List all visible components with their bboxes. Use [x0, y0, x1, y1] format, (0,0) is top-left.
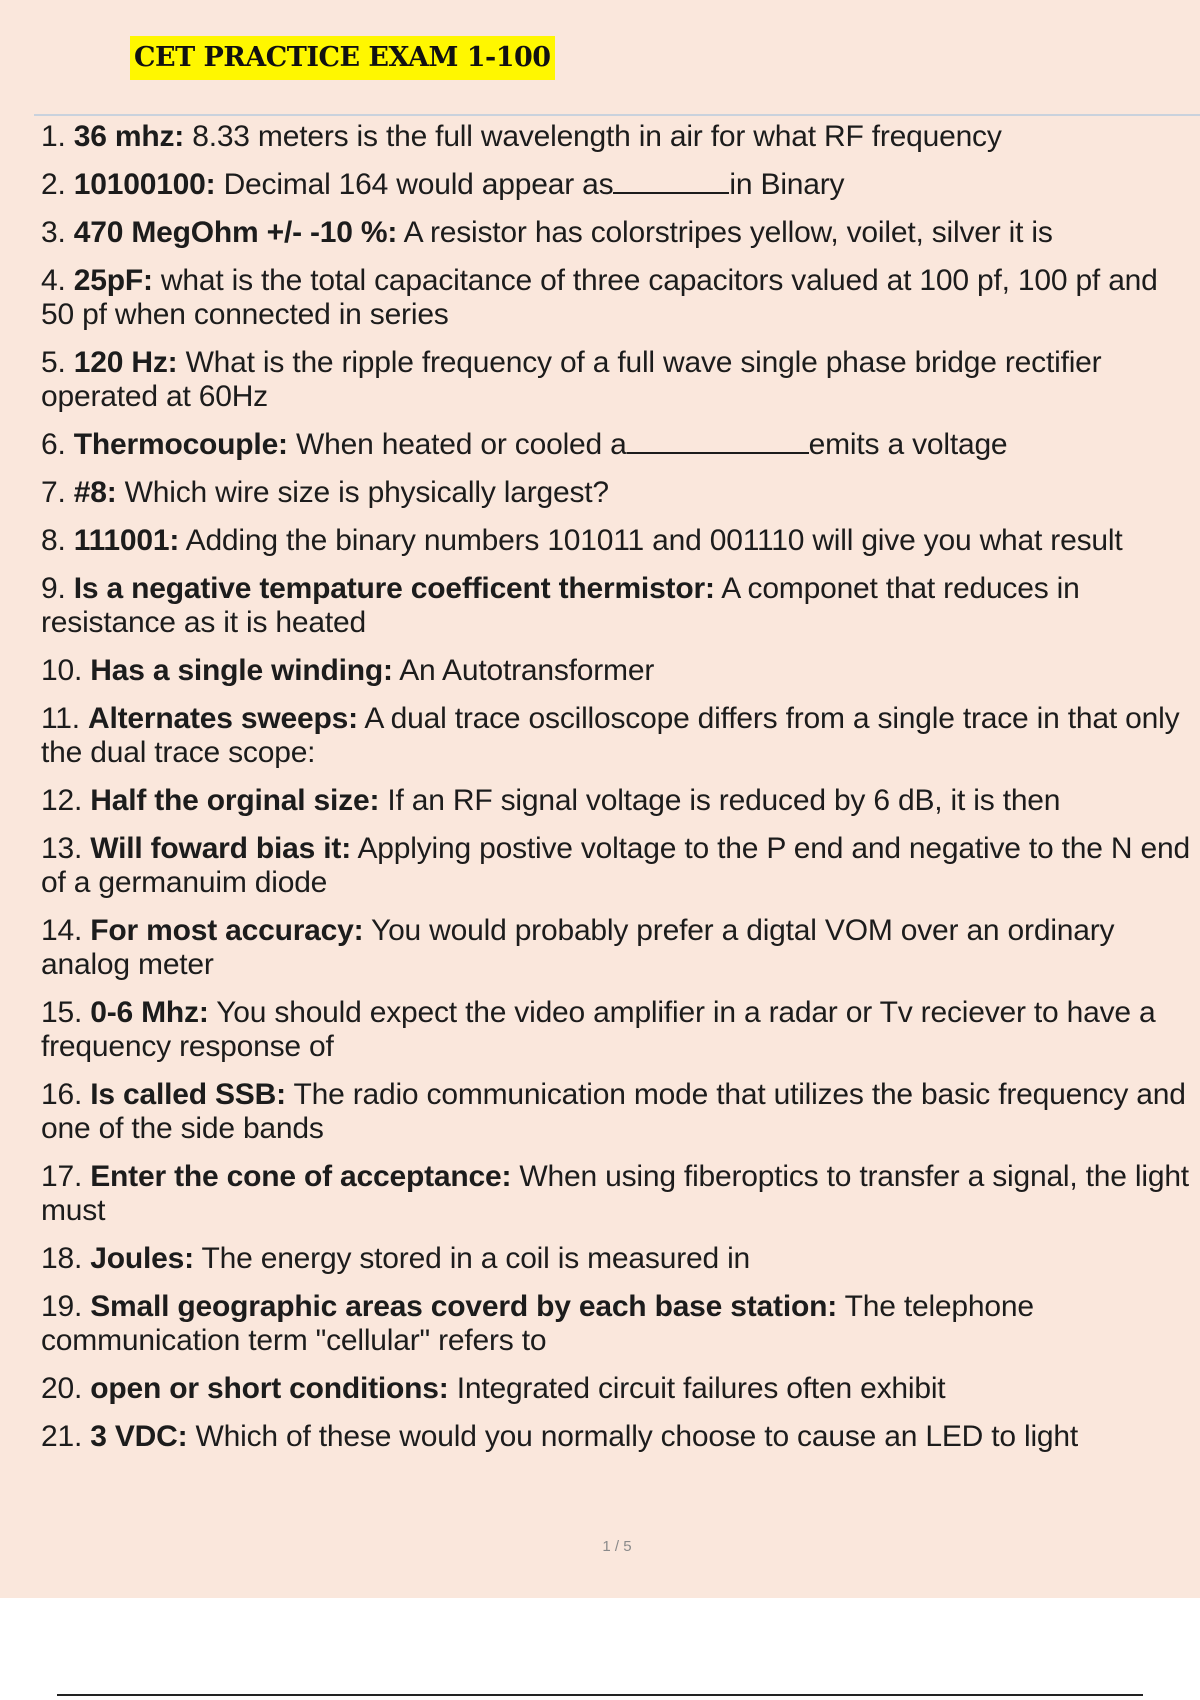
question-item — [41, 1242, 1196, 1276]
question-text-after-blank: in Binary — [729, 168, 845, 201]
question-item — [41, 914, 1196, 982]
question-text: You would probably prefer a digtal VOM over an ordinary analog meter — [41, 914, 1115, 981]
question-text: The radio communication mode that utilizes the basic frequency and one of the side bands — [41, 1078, 1186, 1145]
answer-text: 0-6 Mhz: — [90, 996, 209, 1029]
question-text: When heated or cooled a — [296, 428, 627, 461]
footer-divider — [57, 1694, 1143, 1696]
question-item — [41, 1372, 1196, 1406]
question-number: 7. — [41, 476, 66, 509]
answer-text: 25pF: — [73, 264, 153, 297]
question-text: What is the ripple frequency of a full wave single phase bridge rectifier operated at 60Hz — [41, 346, 1102, 413]
question-item — [41, 572, 1196, 640]
question-item — [41, 832, 1196, 900]
question-number: 17. — [41, 1160, 83, 1193]
question-text: The telephone communication term "cellular" refers to — [41, 1290, 1034, 1357]
question-text: A resistor has colorstripes yellow, voilet, silver it is — [403, 216, 1053, 249]
question-number: 15. — [41, 996, 83, 1029]
answer-text: 10100100: — [73, 168, 216, 201]
answer-text: Alternates sweeps: — [88, 702, 358, 735]
fill-in-blank — [627, 451, 809, 454]
question-number: 8. — [41, 524, 66, 557]
question-number: 18. — [41, 1242, 83, 1275]
question-number: 16. — [41, 1078, 83, 1111]
question-number: 10. — [41, 654, 83, 687]
question-text: When using fiberoptics to transfer a signal, the light must — [41, 1160, 1189, 1227]
answer-text: 36 mhz: — [73, 120, 185, 153]
question-item — [41, 1290, 1196, 1358]
question-number: 12. — [41, 784, 83, 817]
question-text: Adding the binary numbers 101011 and 001110 will give you what result — [185, 524, 1123, 557]
title-divider — [34, 114, 1200, 116]
question-number: 20. — [41, 1372, 83, 1405]
question-text: The energy stored in a coil is measured in — [201, 1242, 751, 1275]
page-title: CET PRACTICE EXAM 1-100 — [130, 36, 555, 80]
answer-text: open or short conditions: — [90, 1372, 449, 1405]
question-item — [41, 428, 1196, 462]
answer-text: Is a negative tempature coefficent thermistor: — [73, 572, 715, 605]
answer-text: 470 MegOhm +/- -10 %: — [73, 216, 398, 249]
answer-text: Small geographic areas coverd by each base station: — [90, 1290, 838, 1323]
question-item — [41, 784, 1196, 818]
answer-text: Joules: — [90, 1242, 194, 1275]
answer-text: Thermocouple: — [73, 428, 288, 461]
question-item — [41, 1078, 1196, 1146]
question-number: 9. — [41, 572, 66, 605]
question-item — [41, 702, 1196, 770]
answer-text: #8: — [73, 476, 117, 509]
question-number: 13. — [41, 832, 83, 865]
answer-text: 3 VDC: — [90, 1420, 188, 1453]
answer-text: Will foward bias it: — [90, 832, 351, 865]
fill-in-blank — [613, 191, 729, 194]
question-number: 3. — [41, 216, 66, 249]
question-number: 14. — [41, 914, 83, 947]
question-item — [41, 346, 1196, 414]
question-item — [41, 120, 1196, 154]
question-item — [41, 524, 1196, 558]
question-text: An Autotransformer — [399, 654, 655, 687]
question-number: 19. — [41, 1290, 83, 1323]
question-number: 21. — [41, 1420, 83, 1453]
page-number: 1 / 5 — [602, 1538, 632, 1555]
question-number: 1. — [41, 120, 66, 153]
question-text: A dual trace oscilloscope differs from a single trace in that only the dual trace scope: — [41, 702, 1180, 769]
question-text: Which of these would you normally choose to cause an LED to light — [195, 1420, 1079, 1453]
question-number: 2. — [41, 168, 66, 201]
question-item — [41, 264, 1196, 332]
question-text: You should expect the video amplifier in a radar or Tv reciever to have a frequency response of — [41, 996, 1156, 1063]
question-list — [41, 120, 1196, 1468]
question-number: 6. — [41, 428, 66, 461]
question-item — [41, 1420, 1196, 1454]
question-text: A componet that reduces in resistance as it is heated — [41, 572, 1080, 639]
question-item — [41, 654, 1196, 688]
answer-text: Is called SSB: — [90, 1078, 286, 1111]
question-text: Which wire size is physically largest? — [124, 476, 609, 509]
question-item — [41, 996, 1196, 1064]
question-number: 11. — [41, 702, 80, 735]
answer-text: For most accuracy: — [90, 914, 364, 947]
answer-text: Enter the cone of acceptance: — [90, 1160, 512, 1193]
answer-text: Has a single winding: — [90, 654, 393, 687]
question-item — [41, 476, 1196, 510]
question-text: 8.33 meters is the full wavelength in air for what RF frequency — [192, 120, 1002, 153]
question-item — [41, 1160, 1196, 1228]
question-number: 4. — [41, 264, 66, 297]
question-number: 5. — [41, 346, 66, 379]
answer-text: Half the orginal size: — [90, 784, 380, 817]
question-text: If an RF signal voltage is reduced by 6 dB, it is then — [387, 784, 1061, 817]
answer-text: 111001: — [73, 524, 180, 557]
question-text: Applying postive voltage to the P end and negative to the N end of a germanuim diode — [41, 832, 1190, 899]
question-item — [41, 168, 1196, 202]
question-text-after-blank: emits a voltage — [808, 428, 1008, 461]
question-text: what is the total capacitance of three capacitors valued at 100 pf, 100 pf and 50 pf when connected in series — [41, 264, 1158, 331]
question-text: Decimal 164 would appear as — [223, 168, 614, 201]
question-text: Integrated circuit failures often exhibit — [456, 1372, 946, 1405]
question-item — [41, 216, 1196, 250]
answer-text: 120 Hz: — [73, 346, 178, 379]
